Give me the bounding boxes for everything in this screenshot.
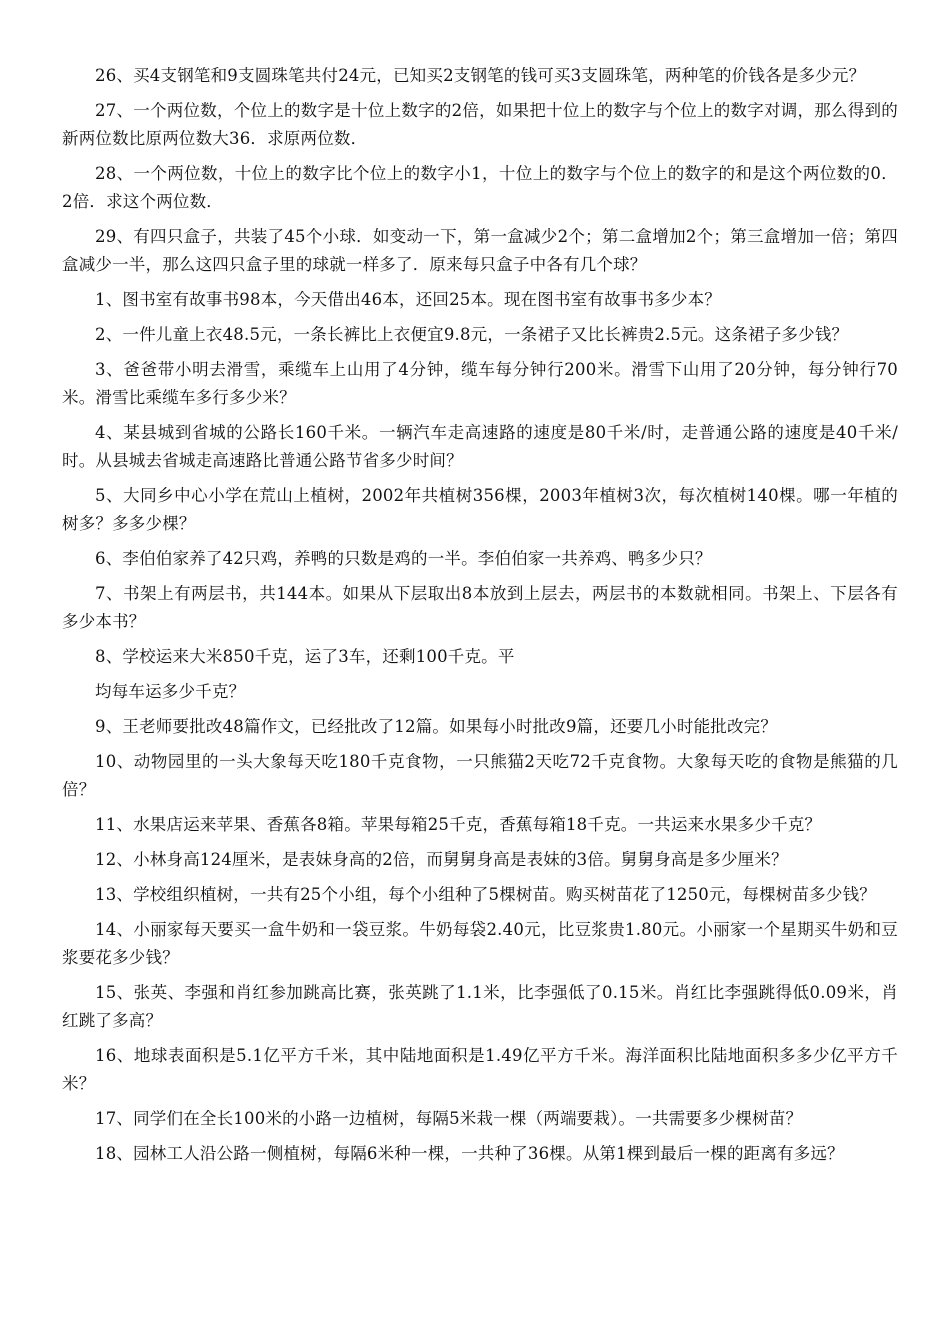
problem-2: 2、一件儿童上衣48.5元，一条长裤比上衣便宜9.8元，一条裙子又比长裤贵2.5元。这条裙子多少钱？ (95, 325, 849, 344)
problem-8: 8、学校运来大米850千克，运了3车，还剩100千克。平 (95, 647, 515, 666)
problem-15: 15、张英、李强和肖红参加跳高比赛，张英跳了1.1米，比李强低了0.15米。肖红比李强跳得低0.09米，肖红跳了多高？ (62, 983, 898, 1030)
problem-13: 13、学校组织植树，一共有25个小组，每个小组种了5棵树苗。购买树苗花了1250元，每棵树苗多少钱？ (95, 885, 876, 904)
problem-12: 12、小林身高124厘米，是表妹身高的2倍，而舅舅身高是表妹的3倍。舅舅身高是多少厘米？ (95, 850, 788, 869)
problem-16: 16、地球表面积是5.1亿平方千米，其中陆地面积是1.49亿平方千米。海洋面积比陆地面积多多少亿平方千米？ (62, 1046, 898, 1093)
problem-18: 18、园林工人沿公路一侧植树，每隔6米种一棵，一共种了36棵。从第1棵到最后一棵的距离有多远？ (95, 1144, 844, 1163)
problem-17: 17、同学们在全长100米的小路一边植树，每隔5米栽一棵（两端要栽）。一共需要多少棵树苗？ (95, 1109, 803, 1128)
problem-27: 27、一个两位数，个位上的数字是十位上数字的2倍，如果把十位上的数字与个位上的数字对调，那么得到的新两位数比原两位数大36．求原两位数． (62, 101, 898, 148)
problem-10: 10、动物园里的一头大象每天吃180千克食物，一只熊猫2天吃72千克食物。大象每天吃的食物是熊猫的几倍？ (62, 752, 898, 799)
problem-3: 3、爸爸带小明去滑雪，乘缆车上山用了4分钟，缆车每分钟行200米。滑雪下山用了20分钟，每分钟行70米。滑雪比乘缆车多行多少米？ (62, 360, 898, 407)
problem-26: 26、买4支钢笔和9支圆珠笔共付24元，已知买2支钢笔的钱可买3支圆珠笔，两种笔的价钱各是多少元？ (95, 66, 866, 85)
problem-7: 7、书架上有两层书，共144本。如果从下层取出8本放到上层去，两层书的本数就相同。书架上、下层各有多少本书？ (62, 584, 898, 631)
problem-9: 9、王老师要批改48篇作文，已经批改了12篇。如果每小时批改9篇，还要几小时能批改完？ (95, 717, 778, 736)
problem-29: 29、有四只盒子，共装了45个小球．如变动一下，第一盒减少2个；第二盒增加2个；第三盒增加一倍；第四盒减少一半，那么这四只盒子里的球就一样多了．原来每只盒子中各有几个球？ (62, 227, 898, 274)
problem-4: 4、某县城到省城的公路长160千米。一辆汽车走高速路的速度是80千米/时，走普通公路的速度是40千米/时。从县城去省城走高速路比普通公路节省多少时间？ (62, 423, 898, 470)
problem-5: 5、大同乡中心小学在荒山上植树，2002年共植树356棵，2003年植树3次，每次植树140棵。哪一年植的树多？多多少棵？ (62, 486, 898, 533)
problem-1: 1、图书室有故事书98本，今天借出46本，还回25本。现在图书室有故事书多少本？ (95, 290, 721, 309)
problem-28: 28、一个两位数，十位上的数字比个位上的数字小1，十位上的数字与个位上的数字的和是这个两位数的0．2倍．求这个两位数． (62, 164, 898, 211)
problem-6: 6、李伯伯家养了42只鸡，养鸭的只数是鸡的一半。李伯伯家一共养鸡、鸭多少只？ (95, 549, 712, 568)
problem-11: 11、水果店运来苹果、香蕉各8箱。苹果每箱25千克，香蕉每箱18千克。一共运来水果多少千克？ (95, 815, 822, 834)
problem-8-continued: 均每车运多少千克？ (95, 682, 246, 701)
problem-14: 14、小丽家每天要买一盒牛奶和一袋豆浆。牛奶每袋2.40元，比豆浆贵1.80元。小丽家一个星期买牛奶和豆浆要花多少钱？ (62, 920, 898, 967)
